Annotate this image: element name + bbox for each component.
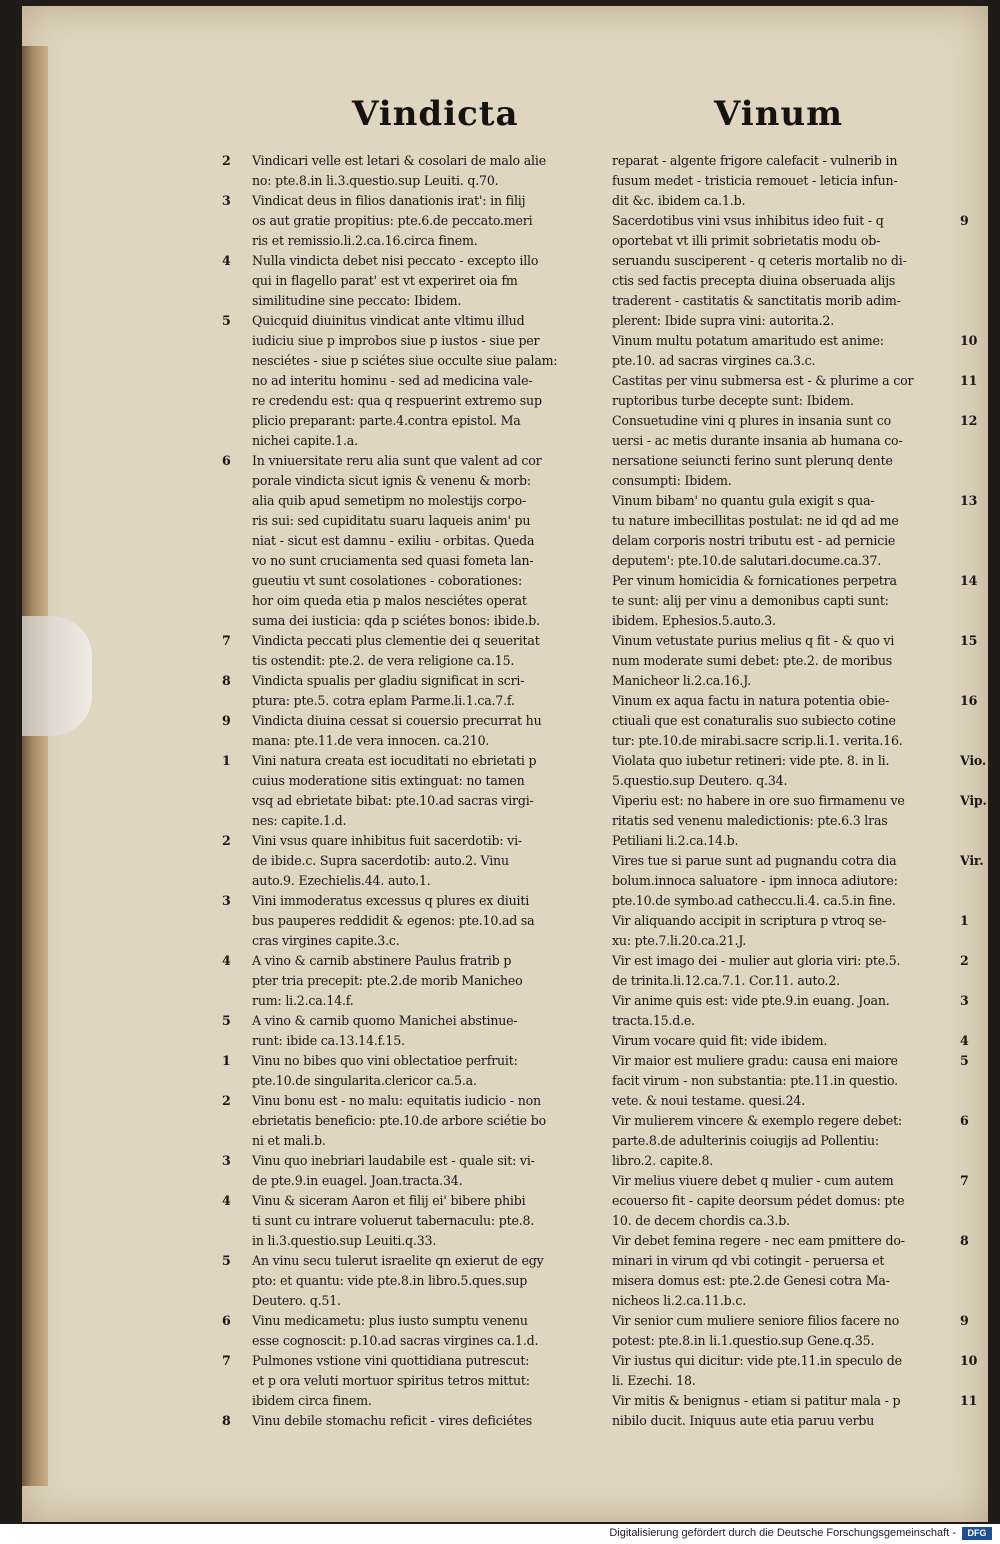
entry	[612, 151, 992, 211]
entry	[222, 1251, 602, 1311]
entry-number: 3	[960, 993, 969, 1008]
entry-text: Vir maior est muliere gradu: causa eni maiore facit virum - non substantia: pte.11.in questio. vete. & noui testame. quesi.24.	[612, 1053, 898, 1108]
entry	[222, 1311, 602, 1351]
entry-number: 3	[222, 893, 231, 908]
entry	[222, 671, 602, 711]
entry-number: Vir.	[960, 853, 984, 868]
entry-number: 4	[960, 1033, 969, 1048]
entry	[612, 691, 992, 751]
entry	[222, 711, 602, 751]
entry-number: 5	[222, 313, 231, 328]
entry-number: 6	[222, 1313, 231, 1328]
entry-number: 12	[960, 413, 978, 428]
entry	[612, 911, 992, 951]
entry-text: In vniuersitate reru alia sunt que valent ad cor porale vindicta sicut ignis & venenu & morb: alia quib apud semetipm no molestijs corpo- ris sui: sed cupiditatu suaru laqueis anim' pu niat - sicut est damnu - exiliu - orbitas. Queda vo no sunt cruciamenta sed quasi fometa lan- gueutiu vt sunt cosolationes - coborationes: hor oim queda etia p malos nesciétes operat suma dei iusticia: qda p sciétes bonos: ibide.b.	[252, 453, 542, 628]
entry-number: Vip.	[960, 793, 987, 808]
entry-text: Vinum multu potatum amaritudo est anime: pte.10. ad sacras virgines ca.3.c.	[612, 333, 884, 368]
entry	[612, 211, 992, 331]
entry-text: Pulmones vstione vini quottidiana putrescut: et p ora veluti mortuor spiritus tetros mittut: ibidem circa finem.	[252, 1353, 530, 1408]
entry-number: 9	[960, 1313, 969, 1328]
entry-number: 4	[222, 253, 231, 268]
footer-credit: Digitalisierung gefördert durch die Deutsche Forschungsgemeinschaft -	[609, 1527, 956, 1539]
entry-text: Vindicari velle est letari & cosolari de malo alie no: pte.8.in li.3.questio.sup Leuiti. q.70.	[252, 153, 546, 188]
entry-text: Per vinum homicidia & fornicationes perpetra te sunt: alij per vinu a demonibus capti sunt: ibidem. Ephesios.5.auto.3.	[612, 573, 897, 628]
entry-number: 9	[222, 713, 231, 728]
entry	[222, 251, 602, 311]
entry-number: 10	[960, 1353, 978, 1368]
entry-text: Sacerdotibus vini vsus inhibitus ideo fuit - q oportebat vt illi primit sobrietatis modu ob- seruandu susciperent - q ceteris mortalib no di- ctis sed factis precepta diuina obseruada alijs traderent - castitatis & sanctitatis morib adim- plerent: Ibide supra vini: autorita.2.	[612, 213, 907, 328]
entry	[222, 1351, 602, 1411]
entry	[222, 751, 602, 831]
entry	[222, 1051, 602, 1091]
entry	[612, 331, 992, 371]
entry-text: Vinu debile stomachu reficit - vires deficiétes	[252, 1413, 533, 1428]
entry	[222, 311, 602, 451]
entry	[612, 1311, 992, 1351]
entry	[222, 631, 602, 671]
entry-text: Vir aliquando accipit in scriptura p vtroq se- xu: pte.7.li.20.ca.21.J.	[612, 913, 887, 948]
entry	[222, 1011, 602, 1051]
entry-text: Vir anime quis est: vide pte.9.in euang. Joan. tracta.15.d.e.	[612, 993, 890, 1028]
entry	[612, 1231, 992, 1311]
entry	[612, 751, 992, 791]
entry	[222, 191, 602, 251]
entry-number: 1	[960, 913, 969, 928]
entry-number: Vio.	[960, 753, 987, 768]
entry-text: Vindicta diuina cessat si couersio precurrat hu mana: pte.11.de vera innocen. ca.210.	[252, 713, 542, 748]
entry-text: Vinu bonu est - no malu: equitatis iudicio - non ebrietatis beneficio: pte.10.de arbore sciétie bo ni et mali.b.	[252, 1093, 546, 1148]
entry-text: Violata quo iubetur retineri: vide pte. 8. in li. 5.questio.sup Deutero. q.34.	[612, 753, 890, 788]
entry-number: 8	[222, 673, 231, 688]
page-edge	[22, 46, 48, 1486]
entry	[612, 371, 992, 411]
entry	[222, 831, 602, 891]
entry-text: Vir mitis & benignus - etiam si patitur mala - p nibilo ducit. Iniquus aute etia paruu verbu	[612, 1393, 901, 1428]
entry-text: Vindicat deus in filios danationis irat': in filij os aut gratie propitius: pte.6.de peccato.meri ris et remissio.li.2.ca.16.circa finem.	[252, 193, 533, 248]
entry	[612, 1051, 992, 1111]
entry-text: A vino & carnib quomo Manichei abstinue- runt: ibide ca.13.14.f.15.	[252, 1013, 518, 1048]
entry	[612, 791, 992, 851]
entry-number: 8	[222, 1413, 231, 1428]
entry	[612, 851, 992, 911]
entry-text: Vini vsus quare inhibitus fuit sacerdotib: vi- de ibide.c. Supra sacerdotib: auto.2. Vinu auto.9. Ezechielis.44. auto.1.	[252, 833, 522, 888]
left-column	[222, 151, 602, 1431]
entry	[612, 1111, 992, 1171]
entry-number: 1	[222, 1053, 231, 1068]
entry-text: Vini immoderatus excessus q plures ex diuiti bus pauperes reddidit & egenos: pte.10.ad sa cras virgines capite.3.c.	[252, 893, 535, 948]
entry-text: Vini natura creata est iocuditati no ebrietati p cuius moderatione sitis extinguat: no tamen vsq ad ebrietate bibat: pte.10.ad sacras virgi- nes: capite.1.d.	[252, 753, 537, 828]
running-head-left: Vindicta	[352, 94, 519, 134]
entry-text: Vinu & siceram Aaron et filij ei' bibere phibi ti sunt cu intrare voluerut tabernaculu: pte.8. in li.3.questio.sup Leuiti.q.33.	[252, 1193, 535, 1248]
entry-number: 2	[222, 833, 231, 848]
entry-number: 3	[222, 193, 231, 208]
entry	[612, 991, 992, 1031]
entry-text: Virum vocare quid fit: vide ibidem.	[612, 1033, 828, 1048]
entry-number: 14	[960, 573, 978, 588]
entry-text: Vires tue si parue sunt ad pugnandu cotra dia bolum.innoca saluatore - ipm innoca adiutore: pte.10.de symbo.ad catheccu.li.4. ca.5.in fine.	[612, 853, 898, 908]
entry-number: 2	[960, 953, 969, 968]
entry	[612, 411, 992, 491]
entry-text: Vindicta peccati plus clementie dei q seueritat tis ostendit: pte.2. de vera religione ca.15.	[252, 633, 540, 668]
entry-number: 10	[960, 333, 978, 348]
entry-text: Nulla vindicta debet nisi peccato - excepto illo qui in flagello parat' est vt experiret oia fm similitudine sine peccato: Ibidem.	[252, 253, 539, 308]
entry	[222, 1191, 602, 1251]
entry-text: Castitas per vinu submersa est - & plurime a cor ruptoribus turbe decepte sunt: Ibidem.	[612, 373, 914, 408]
entry-number: 4	[222, 953, 231, 968]
entry-number: 5	[960, 1053, 969, 1068]
entry-number: 6	[222, 453, 231, 468]
entry	[612, 631, 992, 691]
entry	[612, 491, 992, 571]
entry-number: 7	[222, 633, 231, 648]
entry-number: 4	[222, 1193, 231, 1208]
entry	[222, 951, 602, 1011]
entry	[612, 1171, 992, 1231]
entry-text: Vinu medicametu: plus iusto sumptu venenu esse cognoscit: p.10.ad sacras virgines ca.1.d.	[252, 1313, 539, 1348]
right-column	[612, 151, 992, 1431]
entry	[612, 1391, 992, 1431]
entry-number: 15	[960, 633, 978, 648]
entry-number: 5	[222, 1253, 231, 1268]
entry	[612, 951, 992, 991]
entry-number: 11	[960, 1393, 978, 1408]
entry	[222, 451, 602, 631]
entry-text: A vino & carnib abstinere Paulus fratrib p pter tria precepit: pte.2.de morib Manicheo rum: li.2.ca.14.f.	[252, 953, 523, 1008]
entry-number: 9	[960, 213, 969, 228]
paper-clip	[22, 616, 92, 736]
footer-bar	[0, 1524, 1000, 1544]
entry-number: 2	[222, 153, 231, 168]
entry	[222, 1411, 602, 1431]
entry-text: Vir melius viuere debet q mulier - cum autem ecouerso fit - capite deorsum pédet domus: pte 10. de decem chordis ca.3.b.	[612, 1173, 905, 1228]
entry-number: 11	[960, 373, 978, 388]
entry-text: An vinu secu tulerut israelite qn exierut de egy pto: et quantu: vide pte.8.in libro.5.ques.sup Deutero. q.51.	[252, 1253, 544, 1308]
entry-number: 1	[222, 753, 231, 768]
entry	[612, 1351, 992, 1391]
entry-number: 2	[222, 1093, 231, 1108]
entry-text: Viperiu est: no habere in ore suo firmamenu ve ritatis sed venenu maledictionis: pte.6.3 lras Petiliani li.2.ca.14.b.	[612, 793, 905, 848]
entry-text: Vindicta spualis per gladiu significat in scri- ptura: pte.5. cotra eplam Parme.li.1.ca.7.f.	[252, 673, 525, 708]
entry	[222, 1091, 602, 1151]
running-head-right: Vinum	[714, 94, 844, 134]
entry-text: Vinum ex aqua factu in natura potentia obie- ctiuali que est conaturalis suo subiecto cotine tur: pte.10.de mirabi.sacre scrip.li.1. verita.16.	[612, 693, 903, 748]
entry-text: Vinum bibam' no quantu gula exigit s qua- tu nature imbecillitas postulat: ne id qd ad me delam corporis nostri tributu est - ad pernicie deputem': pte.10.de salutari.docume.ca.37.	[612, 493, 899, 568]
entry-text: Vir senior cum muliere seniore filios facere no potest: pte.8.in li.1.questio.sup Gene.q.35.	[612, 1313, 900, 1348]
entry-number: 6	[960, 1113, 969, 1128]
entry-text: Quicquid diuinitus vindicat ante vltimu illud iudiciu siue p improbos siue p iustos - siue per nesciétes - siue p sciétes siue occulte siue palam: no ad interitu hominu - sed ad medicina vale- re credendu est: qua q respuerint extremo sup plicio preparant: parte.4.contra epistol. Ma nichei capite.1.a.	[252, 313, 558, 448]
entry-number: 7	[960, 1173, 969, 1188]
entry-number: 7	[222, 1353, 231, 1368]
entry	[612, 1031, 992, 1051]
entry-text: Vir est imago dei - mulier aut gloria viri: pte.5. de trinita.li.12.ca.7.1. Cor.11. auto.2.	[612, 953, 901, 988]
entry-text: Vir iustus qui dicitur: vide pte.11.in speculo de li. Ezechi. 18.	[612, 1353, 902, 1388]
entry-number: 13	[960, 493, 978, 508]
entry-text: reparat - algente frigore calefacit - vulnerib in fusum medet - tristicia remouet - leticia infun- dit &c. ibidem ca.1.b.	[612, 153, 898, 208]
entry-text: Vinu no bibes quo vini oblectatioe perfruit: pte.10.de singularita.clericor ca.5.a.	[252, 1053, 518, 1088]
entry-text: Vir mulierem vincere & exemplo regere debet: parte.8.de adulterinis coiugijs ad Pollentiu: libro.2. capite.8.	[612, 1113, 902, 1168]
dfg-logo: DFG	[962, 1527, 992, 1540]
entry-text: Vinum vetustate purius melius q fit - & quo vi num moderate sumi debet: pte.2. de moribus Manicheor li.2.ca.16.J.	[612, 633, 895, 688]
entry-number: 8	[960, 1233, 969, 1248]
entry-number: 5	[222, 1013, 231, 1028]
entry-number: 3	[222, 1153, 231, 1168]
entry	[222, 1151, 602, 1191]
entry-number: 16	[960, 693, 978, 708]
entry	[612, 571, 992, 631]
entry-text: Vinu quo inebriari laudabile est - quale sit: vi- de pte.9.in euagel. Joan.tracta.34.	[252, 1153, 535, 1188]
entry	[222, 891, 602, 951]
entry-text: Vir debet femina regere - nec eam pmittere do- minari in virum qd vbi cotingit - peruersa et misera domus est: pte.2.de Genesi cotra Ma- nicheos li.2.ca.11.b.c.	[612, 1233, 905, 1308]
entry	[222, 151, 602, 191]
entry-text: Consuetudine vini q plures in insania sunt co uersi - ac metis durante insania ab humana co- nersatione seiuncti ferino sunt plerunq dente consumpti: Ibidem.	[612, 413, 903, 488]
book-page	[22, 6, 988, 1522]
